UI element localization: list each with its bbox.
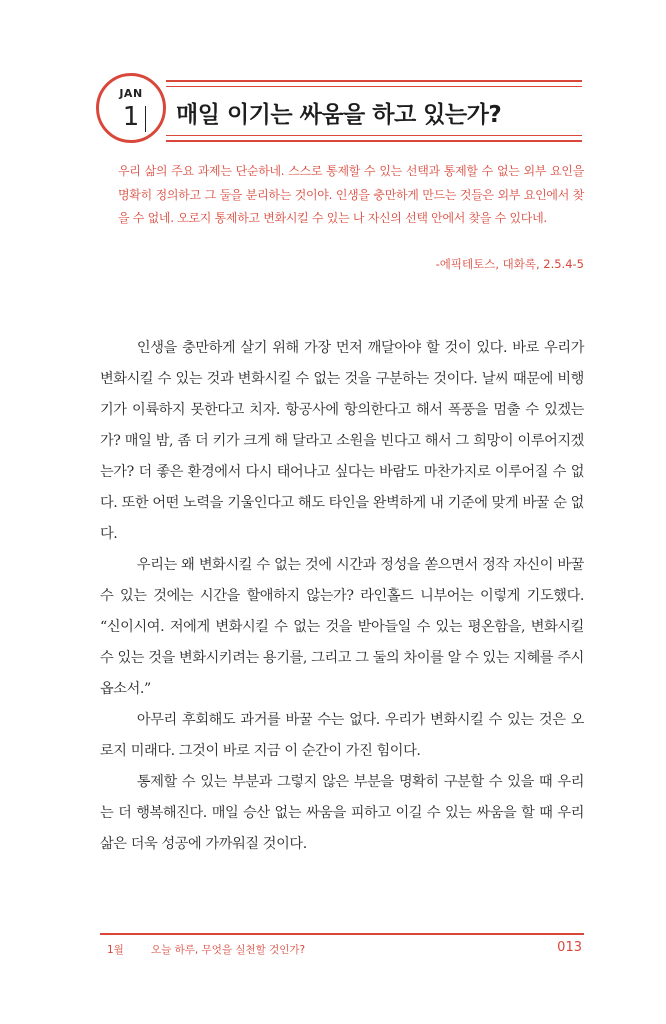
title-rule-top — [166, 80, 582, 82]
body-paragraph: 우리는 왜 변화시킬 수 없는 것에 시간과 정성을 쏟으면서 정작 자신이 바꿀 수 있는 것에는 시간을 할애하지 않는가? 라인홀드 니부어는 이렇게 기도했다. “신이시여. 저에게 변화시킬 수 없는 것을 받아들일 수 있는 평온함을, 변화시킬 수 있는 것을 변화시키려는 용기를, 그리고 그 둘의 차이를 알 수 있는 지혜를 주시옵소서.” — [100, 557, 584, 697]
title-rule-bottom — [166, 140, 582, 142]
badge-day: 1 — [122, 102, 140, 132]
epigraph-source: -에픽테토스, 대화록, 2.5.4-5 — [435, 257, 584, 271]
page-title: 매일 이기는 싸움을 하고 있는가? — [176, 102, 502, 128]
body-paragraph: 통제할 수 있는 부분과 그렇지 않은 부분을 명확히 구분할 수 있을 때 우리는 더 행복해진다. 매일 승산 없는 싸움을 피하고 이길 수 있는 싸움을 할 때 우리 삶은 더욱 성공에 가까워질 것이다. — [100, 774, 584, 852]
date-badge — [96, 73, 166, 143]
footer-rule — [100, 933, 584, 935]
title-rule-bottom-thin — [166, 135, 582, 136]
body-paragraph: 아무리 후회해도 과거를 바꿀 수는 없다. 우리가 변화시킬 수 있는 것은 오로지 미래다. 그것이 바로 지금 이 순간이 가진 힘이다. — [100, 712, 584, 759]
page-number: 013 — [557, 940, 582, 955]
footer-month: 1월 — [107, 944, 124, 956]
body-text — [100, 333, 584, 860]
body-paragraph: 인생을 충만하게 살기 위해 가장 먼저 깨달아야 할 것이 있다. 바로 우리가 변화시킬 수 있는 것과 변화시킬 수 없는 것을 구분하는 것이다. 날씨 때문에 비행기가 이륙하지 못한다고 치자. 항공사에 항의한다고 해서 폭풍을 멈출 수 있겠는가? 매일 밤, 좀 더 키가 크게 해 달라고 소원을 빈다고 해서 그 희망이 이루어지겠는가? 더 좋은 환경에서 다시 태어나고 싶다는 바람도 마찬가지로 이루어질 수 없다. 또한 어떤 노력을 기울인다고 해도 타인을 완벽하게 내 기준에 맞게 바꿀 순 없다. — [100, 340, 584, 542]
epigraph-quote: 우리 삶의 주요 과제는 단순하네. 스스로 통제할 수 있는 선택과 통제할 수 없는 외부 요인을 명확히 정의하고 그 둘을 분리하는 것이야. 인생을 충만하게 만드는 것들은 외부 요인에서 찾을 수 없네. 오로지 통제하고 변화시킬 수 있는 나 자신의 선택 안에서 찾을 수 있다네. — [118, 164, 584, 225]
title-rule-top-thin — [166, 86, 582, 87]
footer-chapter-title: 오늘 하루, 무엇을 실천할 것인가? — [151, 944, 306, 956]
badge-month: JAN — [119, 87, 143, 100]
